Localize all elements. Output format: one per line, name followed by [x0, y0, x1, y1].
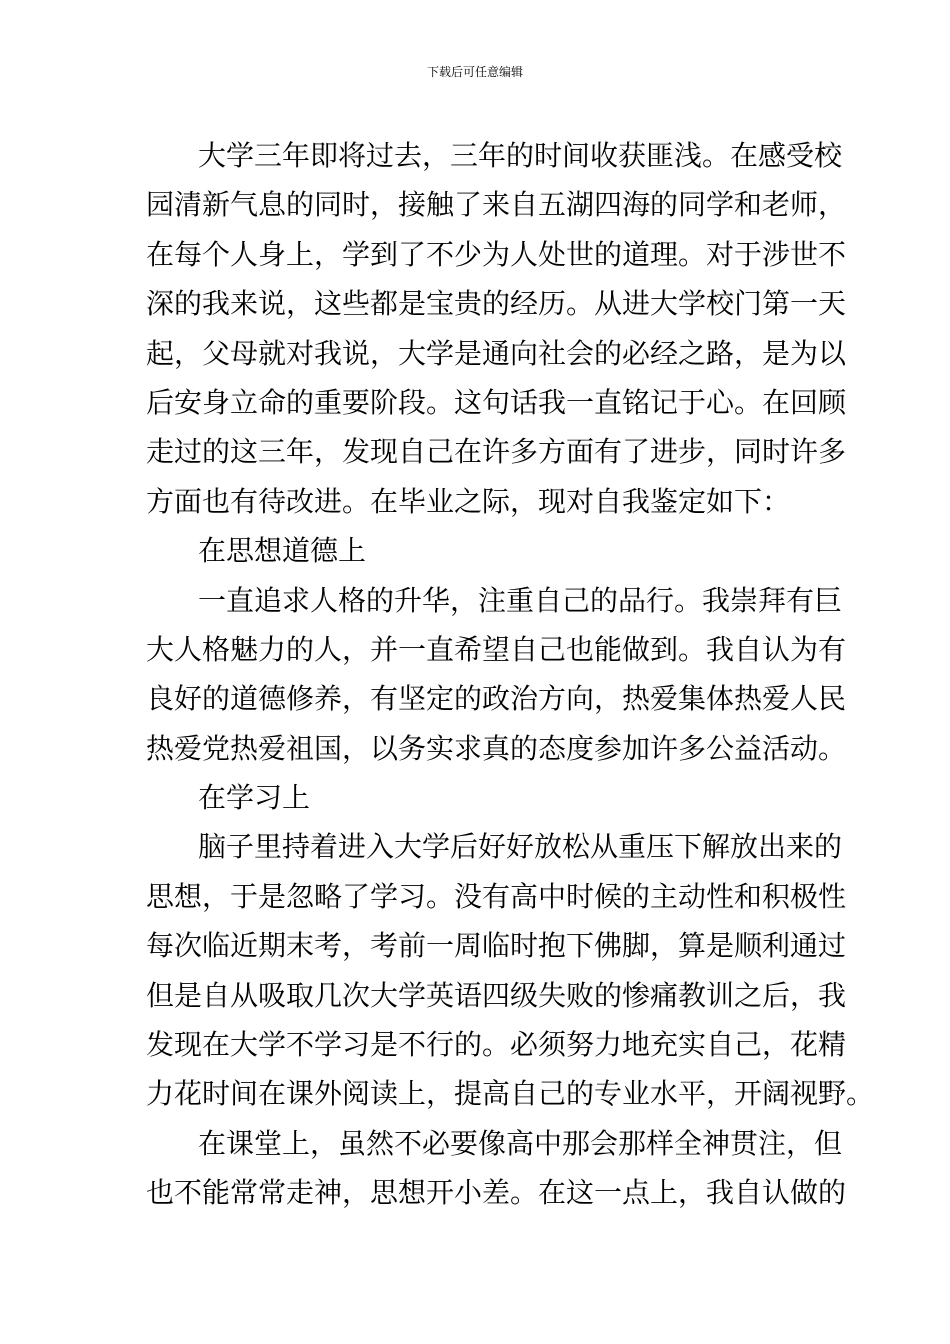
section-heading-study: [146, 773, 810, 822]
text-line: 良好的道德修养，有坚定的政治方向，热爱集体热爱人民: [146, 682, 847, 716]
paragraph-intro: [146, 131, 847, 526]
text-line: 深的我来说，这些都是宝贵的经历。从进大学校门第一天: [146, 287, 847, 321]
text-line: 思想，于是忽略了学习。没有高中时候的主动性和积极性: [146, 879, 847, 913]
text-line: 在课堂上，虽然不必要像高中那会那样全神贯注，但: [198, 1126, 843, 1160]
text-line: 在每个人身上，学到了不少为人处世的道理。对于涉世不: [146, 237, 847, 271]
paragraph-study: [146, 822, 875, 1118]
text-line: 力花时间在课外阅读上，提高自己的专业水平，开阔视野。: [146, 1077, 875, 1111]
text-line: 方面也有待改进。在毕业之际，现对自我鉴定如下：: [146, 484, 791, 518]
text-line: 园清新气息的同时，接触了来自五湖四海的同学和老师，: [146, 188, 847, 222]
text-line: 一直追求人格的升华，注重自己的品行。我崇拜有巨: [198, 583, 843, 617]
text-line: 也不能常常走神，思想开小差。在这一点上，我自认做的: [146, 1176, 847, 1210]
text-line: 走过的这三年，发现自己在许多方面有了进步，同时许多: [146, 435, 847, 469]
text-line: 起，父母就对我说，大学是通向社会的必经之路，是为以: [146, 336, 847, 370]
text-line: 但是自从吸取几次大学英语四级失败的惨痛教训之后，我: [146, 978, 847, 1012]
text-line: 大学三年即将过去，三年的时间收获匪浅。在感受校: [198, 139, 843, 172]
text-line: 热爱党热爱祖国，以务实求真的态度参加许多公益活动。: [146, 731, 847, 765]
text-line: 发现在大学不学习是不行的。必须努力地充实自己，花精: [146, 1028, 847, 1062]
section-heading: 在思想道德上: [198, 534, 367, 568]
page-header: 下载后可任意编辑: [426, 65, 523, 79]
document-body: [146, 131, 875, 1218]
text-line: 后安身立命的重要阶段。这句话我一直铭记于心。在回顾: [146, 385, 847, 419]
section-heading-morality: [146, 526, 810, 575]
text-line: 大人格魅力的人，并一直希望自己也能做到。我自认为有: [146, 632, 847, 666]
paragraph-morality: [146, 576, 847, 774]
section-heading: 在学习上: [198, 781, 311, 815]
text-line: 脑子里持着进入大学后好好放松从重压下解放出来的: [198, 830, 843, 864]
paragraph-classroom: [146, 1119, 847, 1218]
text-line: 每次临近期末考，考前一周临时抱下佛脚，算是顺利通过: [146, 929, 847, 963]
